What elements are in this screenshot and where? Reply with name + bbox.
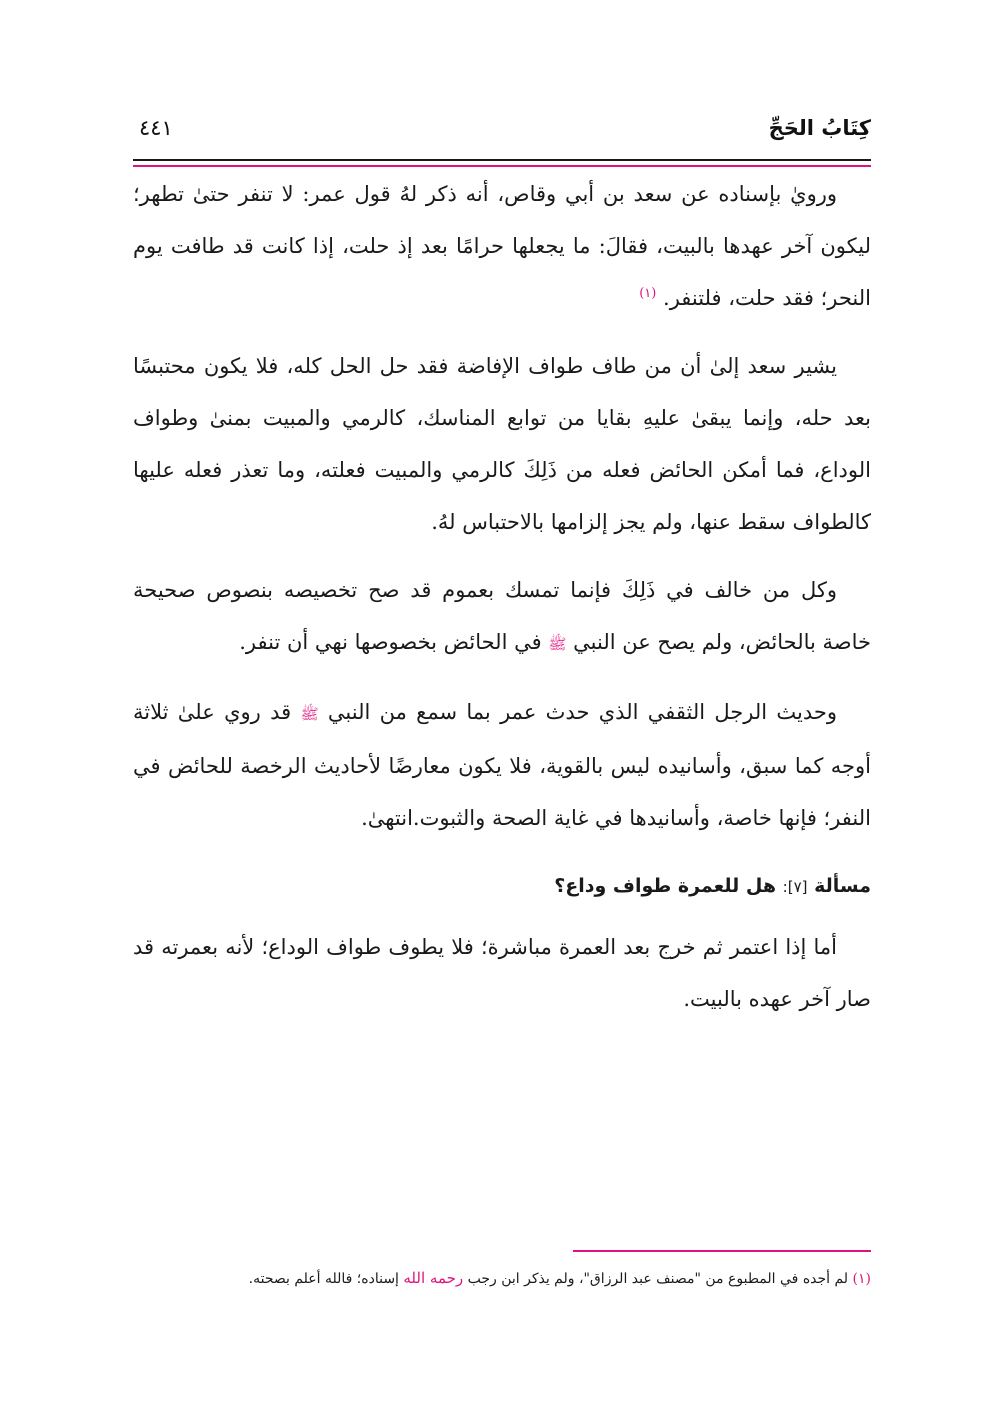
- paragraph-2: يشير سعد إلىٰ أن من طاف طواف الإفاضة فقد حل الحل كله، فلا يكون محتبسًا بعد حله، وإنما يبقىٰ عليهِ بقايا من توابع المناسك، كالرمي والمبيت بمنىٰ وطواف الوداع، فما أمكن الحائض فعله من ذَلِكَ كالرمي والمبيت فعلته، وما تعذر فعله عليها كالطواف سقط عنها، ولم يجز إلزامها بالاحتباس لهُ.: [133, 354, 871, 534]
- paragraph-4-text-a: وحديث الرجل الثقفي الذي حدث عمر بما سمع من النبي: [327, 700, 837, 724]
- header-rule-accent: [133, 165, 871, 167]
- header-rule-dark: [133, 159, 871, 161]
- honorific-mark: ﷺ: [548, 635, 567, 653]
- paragraph-4: [133, 686, 871, 844]
- section-label: مسألة: [814, 875, 871, 897]
- paragraph-5: أما إذا اعتمر ثم خرج بعد العمرة مباشرة؛ فلا يطوف طواف الوداع؛ لأنه بعمرته قد صار آخر عهده بالبيت.: [133, 935, 871, 1011]
- footnote-rule: [573, 1250, 871, 1252]
- footnote-ref[interactable]: (١): [639, 286, 657, 301]
- paragraph-3-text-b: في الحائض بخصوصها نهي أن تنفر.: [239, 630, 542, 654]
- section-ref: [٧]:: [782, 878, 808, 896]
- paragraph-1: [133, 168, 871, 324]
- section-heading: [133, 860, 871, 913]
- footnote-text-b: إسناده؛ فالله أعلم بصحته.: [248, 1271, 399, 1287]
- footnote-honorific: رحمه الله: [403, 1269, 464, 1287]
- footnote-number: (١): [852, 1271, 871, 1287]
- paragraph-4-text-b: قد روي علىٰ ثلاثة أوجه كما سبق، وأسانيده ليس بالقوية، فلا يكون معارضًا لأحاديث الرخصة للحائض في النفر؛ فإنها خاصة، وأسانيدها في غاية الصحة والثبوت.انتهىٰ.: [133, 700, 871, 830]
- paragraph-1-text: ورويٰ بإسناده عن سعد بن أبي وقاص، أنه ذكر لهُ قول عمر: لا تنفر حتىٰ تطهر؛ ليكون آخر عهدها بالبيت، فقالَ: ما يجعلها حرامًا بعد إذ حلت، إذا كانت قد طافت يوم النحر؛ فقد حلت، فلتنفر.: [133, 182, 871, 310]
- page-number: ٤٤١: [139, 116, 173, 140]
- paragraph-3: [133, 564, 871, 670]
- main-text: [133, 168, 871, 1041]
- running-head: [133, 112, 871, 152]
- book-page: [133, 100, 871, 1320]
- section-question: هل للعمرة طواف وداع؟: [554, 875, 777, 897]
- book-title: كِتَابُ الحَجِّ: [768, 116, 871, 140]
- footnote-text-a: لم أجده في المطبوع من "مصنف عبد الرزاق"، ولم يذكر ابن رجب: [467, 1271, 849, 1287]
- footnote: [133, 1266, 871, 1291]
- honorific-mark: ﷺ: [300, 705, 319, 723]
- paragraph-3-text-a: وكل من خالف في ذَلِكَ فإنما تمسك بعموم قد صح تخصيصه بنصوص صحيحة خاصة بالحائض، ولم يصح عن النبي: [133, 578, 871, 654]
